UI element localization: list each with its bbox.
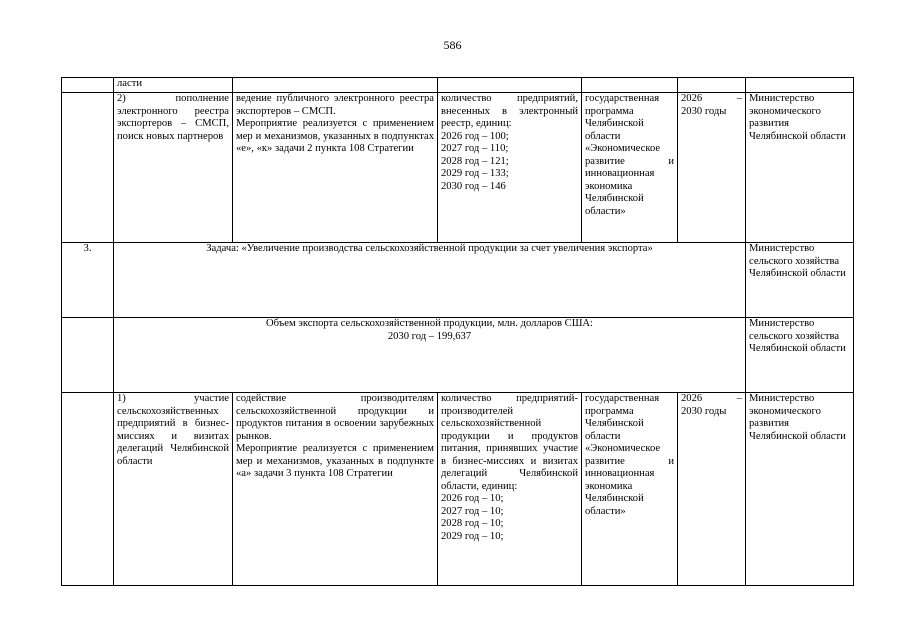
table-row (62, 93, 854, 243)
cell-measure: 1) участие сельскохозяйственных предприятий в бизнес-миссиях и визитах делегаций Челябинской области (114, 393, 233, 586)
cell-indicator (438, 78, 582, 93)
indicator-year: 2028 год – 121; (441, 155, 509, 167)
indicator-year: 2027 год – 110; (441, 143, 509, 154)
description-line: Мероприятие реализуется с применением мер и механизмов, указанных в подпункте «а» задачи 3 пункта 108 Стратегии (236, 443, 434, 479)
indicator-year: 2029 год – 10; (441, 530, 504, 542)
description-line: Мероприятие реализуется с применением мер и механизмов, указанных в подпунктах «е», «к» задачи 2 пункта 108 Стратегии (236, 118, 434, 154)
period-label: 2030 годы (681, 405, 727, 417)
indicator-year: 2027 год – 10; (441, 505, 504, 517)
cell-responsible: Министерство экономического развития Челябинской области (746, 93, 854, 243)
cell-period (678, 78, 746, 93)
target-indicator (114, 318, 746, 393)
indicator-intro: количество предприятий, внесенных в электронный реестр, единиц: (441, 93, 578, 129)
cell-description (233, 78, 438, 93)
cell-period (678, 393, 746, 586)
cell-responsible (746, 78, 854, 93)
cell-responsible: Министерство сельского хозяйства Челябинской области (746, 318, 854, 393)
task-heading: Задача: «Увеличение производства сельскохозяйственной продукции за счет увеличения экспорта» (114, 243, 746, 318)
cell-number: 3. (62, 243, 114, 318)
period-label: 2030 годы (681, 105, 727, 117)
cell-responsible: Министерство экономического развития Челябинской области (746, 393, 854, 586)
indicator-title: Объем экспорта сельскохозяйственной продукции, млн. долларов США: (266, 318, 593, 329)
cell-program: государственная программа Челябинской области «Экономическое развитие и инновационная экономика Челябинской области» (582, 93, 678, 243)
description-line: ведение публичного электронного реестра экспортеров – СМСП. (236, 93, 434, 117)
table-row (62, 78, 854, 93)
period-range: 2026 – (681, 93, 742, 104)
cell-number (62, 93, 114, 243)
cell-number (62, 393, 114, 586)
cell-period (678, 93, 746, 243)
cell-indicator (438, 93, 582, 243)
indicator-year: 2026 год – 100; (441, 130, 509, 142)
cell-measure: 2) пополнение электронного реестра экспортеров – СМСП, поиск новых партнеров (114, 93, 233, 243)
cell-description (233, 93, 438, 243)
cell-program: государственная программа Челябинской области «Экономическое развитие и инновационная экономика Челябинской области» (582, 393, 678, 586)
cell-measure: ласти (114, 78, 233, 93)
page-number: 586 (443, 38, 462, 52)
indicator-year: 2026 год – 10; (441, 493, 504, 504)
cell-program (582, 78, 678, 93)
period-range: 2026 – (681, 393, 742, 404)
indicator-year: 2030 год – 146 (441, 180, 506, 192)
table-row (62, 243, 854, 318)
measures-table (61, 77, 854, 586)
description-line: содействие производителям сельскохозяйственной продукции и продуктов питания в освоении зарубежных рынков. (236, 393, 434, 442)
indicator-year: 2029 год – 133; (441, 168, 509, 179)
cell-description (233, 393, 438, 586)
table-row (62, 393, 854, 586)
indicator-value: 2030 год – 199,637 (387, 330, 472, 342)
cell-number (62, 78, 114, 93)
cell-responsible: Министерство сельского хозяйства Челябинской области (746, 243, 854, 318)
table-row (62, 318, 854, 393)
cell-number (62, 318, 114, 393)
cell-indicator (438, 393, 582, 586)
indicator-intro: количество предприятий-производителей сельскохозяйственной продукции и продуктов питания, принявших участие в бизнес-миссиях и визитах делегаций Челябинской области, единиц: (441, 393, 578, 492)
indicator-year: 2028 год – 10; (441, 518, 504, 529)
